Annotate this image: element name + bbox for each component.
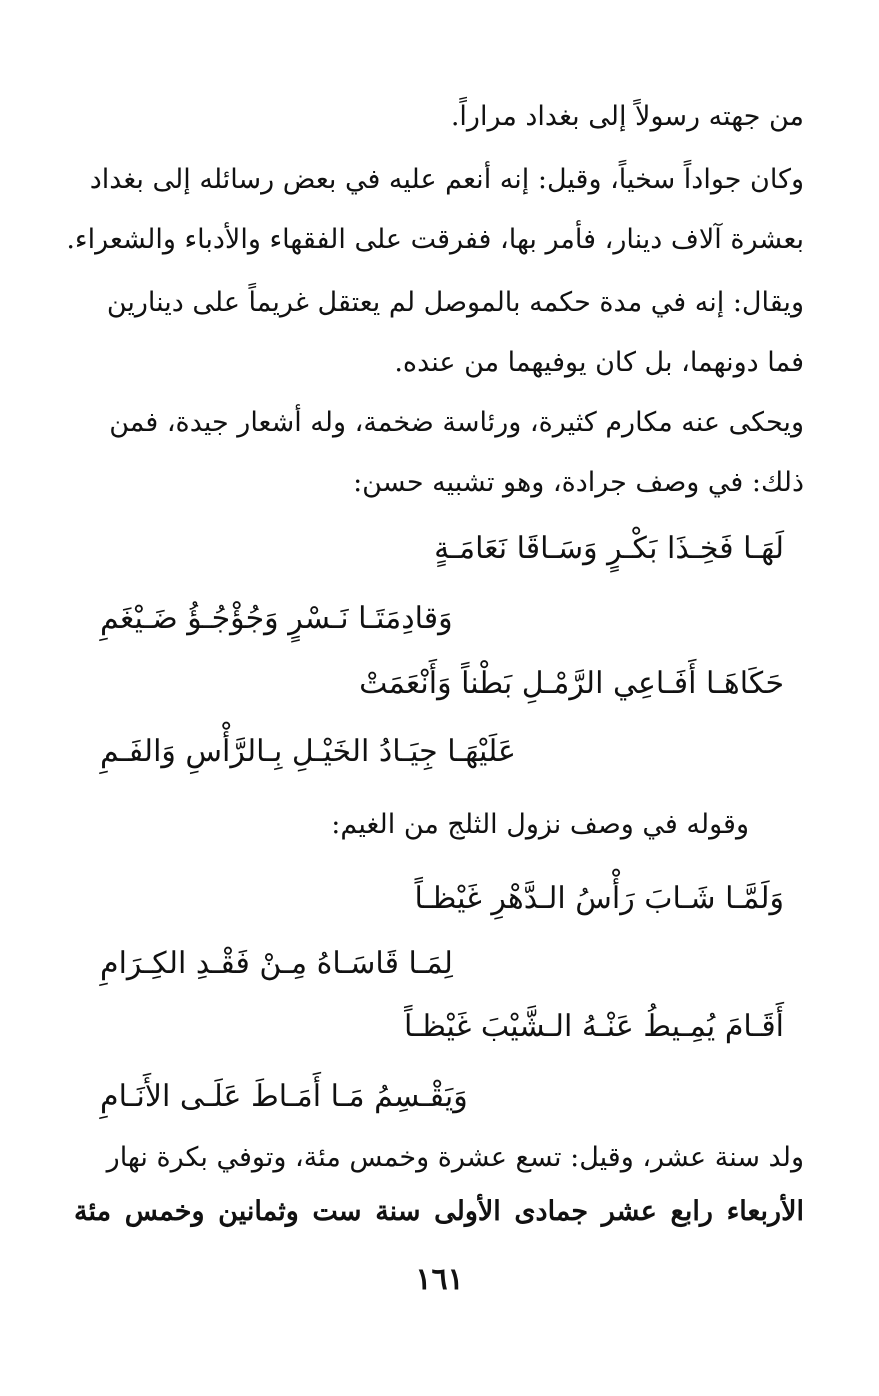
paragraph-4-line-1: ويحكى عنه مكارم كثيرة، ورئاسة ضخمة، وله أشعار جيدة، فمن: [109, 407, 804, 438]
poem2-intro: وقوله في وصف نزول الثلج من الغيم:: [331, 809, 749, 840]
poem1-verse-3: حَكَاهَـا أَفَـاعِي الرَّمْـلِ بَطْناً وَأَنْعَمَتْ: [359, 666, 784, 701]
poem2-verse-2: لِمَـا قَاسَـاهُ مِـنْ فَقْـدِ الكِـرَامِ: [100, 946, 453, 981]
poem2-verse-1: وَلَمَّـا شَـابَ رَأْسُ الـدَّهْرِ غَيْظـاً: [414, 881, 784, 916]
poem2-verse-4: وَيَقْـسِمُ مَـا أَمَـاطَ عَلَـى الأَنَـامِ: [100, 1079, 468, 1114]
closing-line-1: ولد سنة عشر، وقيل: تسع عشرة وخمس مئة، وتوفي بكرة نهار: [106, 1142, 804, 1173]
paragraph-4-line-2: ذلك: في وصف جرادة، وهو تشبيه حسن:: [353, 467, 804, 498]
poem1-verse-4: عَلَيْهَـا جِيَـادُ الخَيْـلِ بِـالرَّأْسِ وَالفَـمِ: [100, 734, 516, 769]
paragraph-1-line-1: من جهته رسولاً إلى بغداد مراراً.: [450, 101, 804, 132]
poem1-verse-2: وَقادِمَتَـا نَـسْرٍ وَجُؤْجُـؤُ ضَـيْغَمِ: [100, 601, 453, 636]
paragraph-3-line-2: فما دونهما، بل كان يوفيهما من عنده.: [394, 347, 804, 378]
closing-line-2: الأربعاء رابع عشر جمادى الأولى سنة ست وثمانين وخمس مئة: [74, 1196, 804, 1227]
poem2-verse-3: أَقَـامَ يُمِـيطُ عَنْـهُ الـشَّيْبَ غَيْظـاً: [404, 1009, 784, 1044]
paragraph-3-line-1: ويقال: إنه في مدة حكمه بالموصل لم يعتقل غريماً على دينارين: [106, 287, 804, 318]
page-number: ١٦١: [415, 1262, 464, 1297]
paragraph-2-line-2: بعشرة آلاف دينار، فأمر بها، ففرقت على الفقهاء والأدباء والشعراء.: [66, 224, 804, 255]
poem1-verse-1: لَهَـا فَخِـذَا بَكْـرٍ وَسَـاقَا نَعَامَـةٍ: [434, 531, 784, 566]
paragraph-2-line-1: وكان جواداً سخياً، وقيل: إنه أنعم عليه في بعض رسائله إلى بغداد: [89, 164, 804, 195]
